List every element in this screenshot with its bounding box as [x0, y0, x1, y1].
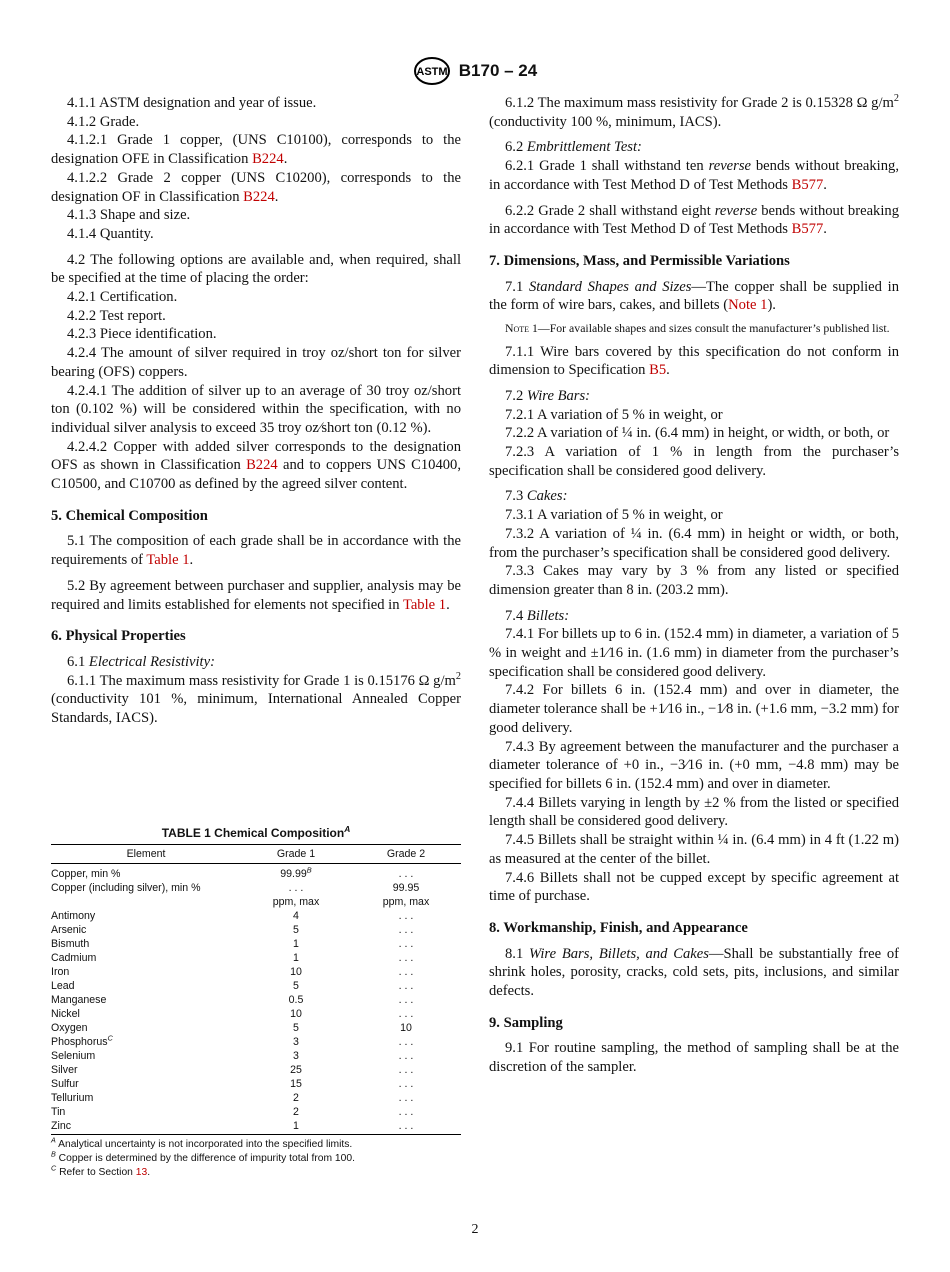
- grade-1-cell: 25: [290, 1064, 302, 1076]
- para-8-1: 8.1 Wire Bars, Billets, and Cakes—Shall be substantially free of shrink holes, porosity, cracks, cold sets, pits, inclusions, and similar defects.: [489, 945, 899, 1000]
- grade-2-cell: . . .: [398, 952, 414, 964]
- para-4-2-3: 4.2.3 Piece identification.: [67, 326, 217, 343]
- element-cell: Lead: [51, 980, 75, 992]
- para-4-1-3: 4.1.3 Shape and size.: [67, 207, 191, 224]
- para-6-2: 6.2 Embrittlement Test:: [505, 139, 642, 156]
- para-9-1: 9.1 For routine sampling, the method of sampling shall be at the discretion of the sampler.: [489, 1040, 899, 1076]
- element-cell: Bismuth: [51, 938, 90, 950]
- chemical-composition-table: [51, 844, 461, 1135]
- footnote-a: $^A$ Analytical uncertainty is not incorporated into the specified limits.: [51, 1135, 353, 1150]
- footnote-c: $^C$ Refer to Section 13.: [51, 1163, 151, 1178]
- table-row: [51, 1063, 461, 1077]
- grade-2-cell: . . .: [398, 1036, 414, 1048]
- para-6-1-1: 6.1.1 The maximum mass resistivity for Grade 1 is 0.15176 Ω $g/m^2$ (conductivity 101 %, minimum, International Annealed Copper Standards, IACS).: [51, 670, 461, 727]
- link-b577[interactable]: B577: [791, 176, 824, 193]
- para-7-1-1: 7.1.1 Wire bars covered by this specification do not conform in dimension to Specification B5.: [489, 343, 899, 379]
- section-6-heading: 6. Physical Properties: [51, 628, 186, 645]
- table-row: [51, 937, 461, 951]
- grade-2-cell: . . .: [398, 1008, 414, 1020]
- para-4-1-2-1: 4.1.2.1 Grade 1 copper, (UNS C10100), corresponds to the designation OFE in Classification B224.: [51, 132, 461, 168]
- note-1: Note 1—For available shapes and sizes consult the manufacturer’s published list.: [505, 321, 890, 336]
- para-4-2-4: 4.2.4 The amount of silver required in troy oz/short ton for silver bearing (OFS) coppers.: [51, 345, 461, 380]
- element-cell: Copper (including silver), min %: [51, 882, 201, 894]
- grade-2-cell: 99.95: [392, 882, 420, 894]
- element-cell: Sulfur: [51, 1078, 79, 1090]
- table-row: [51, 867, 461, 881]
- table-1: [51, 826, 461, 1180]
- table-row: [51, 895, 461, 909]
- para-7-4-1: 7.4.1 For billets up to 6 in. (152.4 mm) in diameter, a variation of 5 % in weight and ±1⁄16 in. (1.6 mm) in diameter from the purchaser’s specification shall be considered good delivery.: [489, 626, 899, 680]
- link-b224[interactable]: B224: [252, 151, 284, 168]
- column-header: Element: [51, 845, 241, 864]
- table-row: [51, 965, 461, 979]
- element-cell: Arsenic: [51, 924, 87, 936]
- element-cell: Nickel: [51, 1008, 80, 1020]
- grade-1-cell: 10: [290, 966, 302, 978]
- grade-2-cell: . . .: [398, 868, 414, 880]
- para-7-4-4: 7.4.4 Billets varying in length by ±2 % from the listed or specified length shall be considered good delivery.: [489, 794, 899, 830]
- para-7-2-3: 7.2.3 A variation of 1 % in length from the purchaser’s specification shall be considered good delivery.: [489, 444, 899, 479]
- table-row: [51, 979, 461, 993]
- table-row: [51, 1035, 461, 1049]
- table-row: [51, 881, 461, 895]
- grade-2-cell: . . .: [398, 1092, 414, 1104]
- table-row: [51, 1119, 461, 1135]
- table-row: [51, 1049, 461, 1063]
- column-header: Grade 2: [351, 845, 461, 864]
- element-cell: [51, 895, 241, 909]
- link-b5[interactable]: B5: [649, 362, 667, 379]
- para-7-3-1: 7.3.1 A variation of 5 % in weight, or: [505, 507, 723, 524]
- table-1-title: TABLE 1 Chemical Composition$^A$: [161, 824, 351, 840]
- para-6-2-2: 6.2.2 Grade 2 shall withstand eight reverse bends without breaking in accordance with Test Method D of Test Methods B577.: [489, 202, 899, 238]
- table-footnotes: [51, 1135, 461, 1180]
- para-7-2-1: 7.2.1 A variation of 5 % in weight, or: [505, 406, 723, 423]
- grade-1-cell: ppm, max: [272, 896, 320, 908]
- para-7-4-6: 7.4.6 Billets shall not be cupped except by specific agreement at time of purchase.: [489, 869, 899, 905]
- right-column: [489, 94, 899, 1077]
- grade-2-cell: . . .: [398, 980, 414, 992]
- grade-1-cell: 5: [293, 924, 299, 936]
- table-body: [51, 864, 461, 1135]
- grade-1-cell: 0.5: [288, 994, 304, 1006]
- table-header-row: [51, 845, 461, 864]
- grade-2-cell: . . .: [398, 938, 414, 950]
- page-number: 2: [471, 1222, 479, 1237]
- grade-1-cell: 3: [293, 1036, 299, 1048]
- element-cell: Phosphorus$^C$: [51, 1033, 113, 1048]
- para-7-4-3: 7.4.3 By agreement between the manufacturer and the purchaser a diameter tolerance of +0 in., −3⁄16 in. (+0 mm, −4.8 mm) may be specified for billets 6 in. (152.4 mm) and over in diameter.: [489, 738, 899, 792]
- para-6-1-2: 6.1.2 The maximum mass resistivity for Grade 2 is 0.15328 Ω $g/m^2$ (conductivity 100 %, minimum, IACS).: [489, 93, 899, 130]
- grade-1-cell: 1: [293, 938, 299, 950]
- section-5-heading: 5. Chemical Composition: [51, 507, 208, 524]
- grade-1-cell: . . .: [288, 882, 304, 894]
- table-row: [51, 1091, 461, 1105]
- para-7-3-3: 7.3.3 Cakes may vary by 3 % from any listed or specified dimension greater than 8 in. (203.2 mm).: [489, 563, 899, 598]
- para-4-2-1: 4.2.1 Certification.: [67, 289, 178, 306]
- link-section-13[interactable]: 13: [135, 1167, 148, 1178]
- link-b224[interactable]: B224: [246, 457, 278, 474]
- grade-2-cell: . . .: [398, 1106, 414, 1118]
- grade-2-cell: . . .: [398, 910, 414, 922]
- page-header: [0, 56, 950, 86]
- para-4-2-4-2: 4.2.4.2 Copper with added silver corresponds to the designation OFS as shown in Classification B224 and to coppers UNS C10400, C10500, and C10700 as defined by the agreed silver content.: [51, 438, 462, 493]
- grade-2-cell: . . .: [398, 966, 414, 978]
- section-8-heading: 8. Workmanship, Finish, and Appearance: [489, 919, 748, 936]
- element-cell: Tellurium: [51, 1092, 94, 1104]
- table-row: [51, 1105, 461, 1119]
- grade-2-cell: . . .: [398, 1078, 414, 1090]
- para-6-2-1: 6.2.1 Grade 1 shall withstand ten reverse bends without breaking, in accordance with Test Method D of Test Methods B577.: [489, 158, 899, 193]
- link-note-1[interactable]: Note 1: [728, 297, 768, 314]
- para-4-1-2: 4.1.2 Grade.: [67, 113, 140, 130]
- para-4-1-1: 4.1.1 ASTM designation and year of issue.: [67, 95, 317, 111]
- grade-1-cell: $99.99^B$: [280, 865, 312, 880]
- para-7-2-2: 7.2.2 A variation of ¼ in. (6.4 mm) in height, or width, or both, or: [505, 425, 890, 442]
- grade-2-cell: ppm, max: [382, 896, 430, 908]
- logo-text: ASTM: [416, 66, 448, 78]
- element-cell: Tin: [51, 1106, 66, 1118]
- element-cell: Antimony: [51, 910, 96, 922]
- grade-1-cell: 5: [293, 1022, 299, 1034]
- link-table-1[interactable]: Table 1: [402, 596, 447, 613]
- grade-1-cell: 3: [293, 1050, 299, 1062]
- table-row: [51, 909, 461, 923]
- para-7-3-2: 7.3.2 A variation of ¼ in. (6.4 mm) in height or width, or both, from the purchaser’s specification shall be considered good delivery.: [489, 525, 899, 561]
- section-7-heading: 7. Dimensions, Mass, and Permissible Variations: [489, 252, 790, 269]
- footnote-b: $^B$ Copper is determined by the difference of impurity total from 100.: [51, 1149, 355, 1164]
- grade-1-cell: 10: [290, 1008, 302, 1020]
- grade-2-cell: . . .: [351, 1119, 461, 1135]
- table-row: [51, 923, 461, 937]
- grade-1-cell: 1: [293, 952, 299, 964]
- element-cell: Cadmium: [51, 952, 97, 964]
- section-9-heading: 9. Sampling: [489, 1014, 563, 1031]
- element-cell: Iron: [51, 966, 70, 978]
- grade-1-cell: 15: [290, 1078, 302, 1090]
- grade-1-cell: 1: [241, 1119, 351, 1135]
- grade-1-cell: 2: [293, 1092, 299, 1104]
- para-7-3: 7.3 Cakes:: [505, 488, 568, 505]
- para-7-4: 7.4 Billets:: [505, 607, 570, 624]
- grade-2-cell: . . .: [398, 994, 414, 1006]
- element-cell: Oxygen: [51, 1022, 88, 1034]
- element-cell: Silver: [51, 1064, 78, 1076]
- table-row: [51, 951, 461, 965]
- left-column: [51, 94, 461, 728]
- para-4-2-4-1: 4.2.4.1 The addition of silver up to an average of 30 troy oz/short ton (0.102 %) will be considered within the specification, with no individual silver analysis to exceed 35 troy oz⁄short ton (0.12 %).: [51, 382, 461, 436]
- para-5-1: 5.1 The composition of each grade shall be in accordance with the requirements of Table 1.: [51, 533, 461, 569]
- element-cell: Copper, min %: [51, 868, 121, 880]
- table-row: [51, 1007, 461, 1021]
- grade-1-cell: 4: [293, 910, 299, 922]
- grade-1-cell: 5: [293, 980, 299, 992]
- table-row: [51, 1077, 461, 1091]
- element-cell: Selenium: [51, 1050, 96, 1062]
- para-7-4-5: 7.4.5 Billets shall be straight within ¼ in. (6.4 mm) in 4 ft (1.22 m) as measured at the center of the billet.: [489, 832, 899, 867]
- para-5-2: 5.2 By agreement between purchaser and supplier, analysis may be required and limits established for elements not specified in Table 1.: [51, 577, 461, 613]
- para-4-1-2-2: 4.1.2.2 Grade 2 copper (UNS C10200), corresponds to the designation OF in Classification B224.: [51, 169, 461, 205]
- element-cell: Zinc: [51, 1119, 241, 1135]
- para-4-1-4: 4.1.4 Quantity.: [67, 225, 154, 242]
- para-4-2: 4.2 The following options are available and, when required, shall be specified at the time of placing the order:: [51, 251, 461, 287]
- table-row: [51, 993, 461, 1007]
- grade-2-cell: . . .: [398, 1050, 414, 1062]
- element-cell: Manganese: [51, 994, 107, 1006]
- para-6-1: 6.1 Electrical Resistivity:: [67, 653, 215, 670]
- astm-logo-icon: [413, 56, 451, 86]
- link-b224[interactable]: B224: [243, 188, 275, 205]
- grade-2-cell: . . .: [398, 1064, 414, 1076]
- grade-1-cell: 2: [293, 1106, 299, 1118]
- para-4-2-2: 4.2.2 Test report.: [67, 307, 166, 324]
- para-7-1: 7.1 Standard Shapes and Sizes—The copper shall be supplied in the form of wire bars, cakes, and billets (Note 1).: [489, 278, 900, 314]
- link-table-1[interactable]: Table 1: [146, 552, 190, 569]
- para-7-2: 7.2 Wire Bars:: [505, 387, 591, 404]
- para-7-4-2: 7.4.2 For billets 6 in. (152.4 mm) and over in diameter, the diameter tolerance shall be +1⁄16 in., −1⁄8 in. (+1.6 mm, −3.2 mm) for good delivery.: [489, 682, 899, 736]
- grade-2-cell: 10: [400, 1022, 412, 1034]
- link-b577[interactable]: B577: [791, 221, 824, 238]
- document-designation: B170 – 24: [458, 61, 538, 80]
- column-header: Grade 1: [241, 845, 351, 864]
- grade-2-cell: . . .: [398, 924, 414, 936]
